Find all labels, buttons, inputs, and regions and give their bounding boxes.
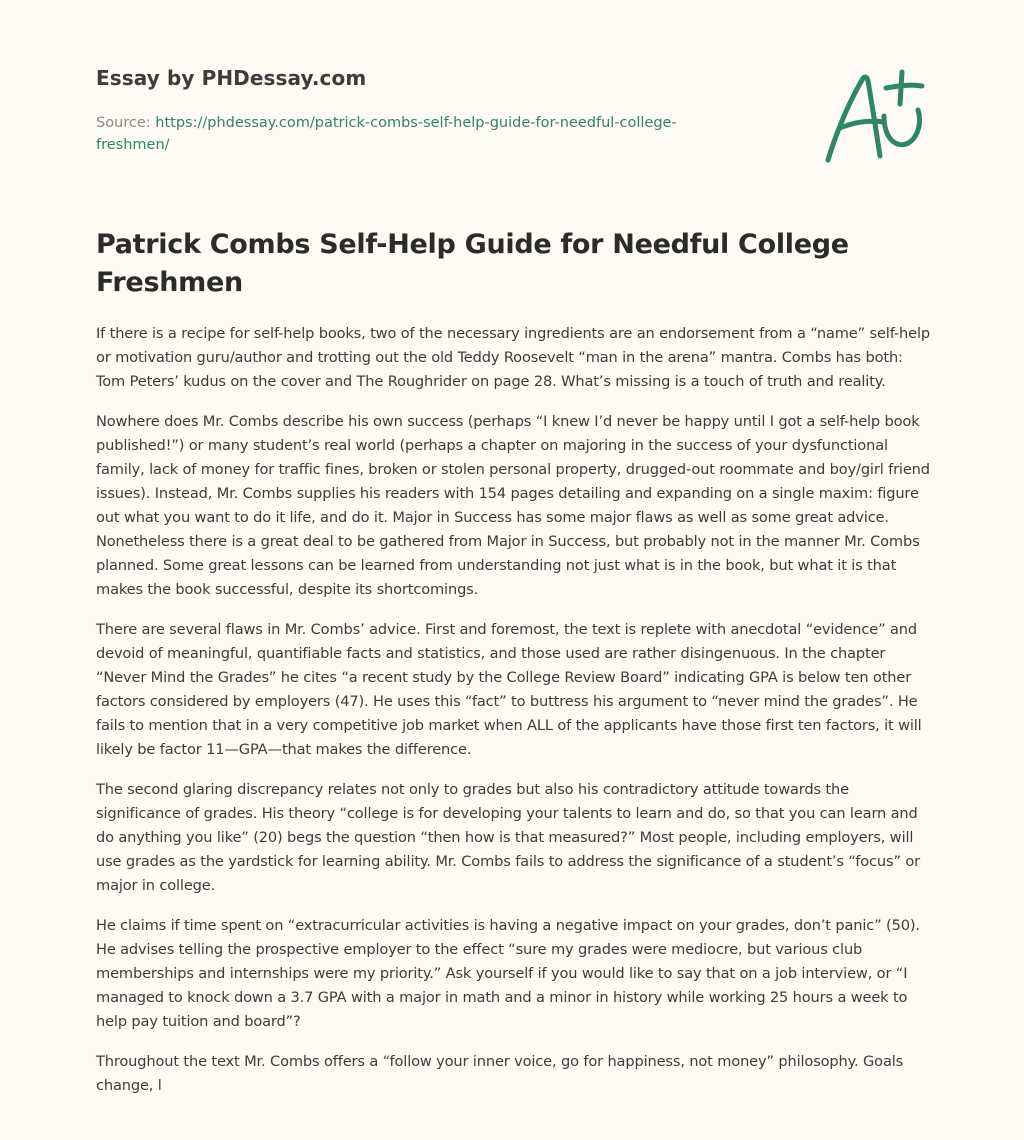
site-title: Essay by PHDessay.com bbox=[96, 66, 367, 90]
essay-paragraph: Throughout the text Mr. Combs offers a “follow your inner voice, go for happiness, not money” philosophy. Goals change, l bbox=[96, 1053, 904, 1094]
essay-paragraph: The second glaring discrepancy relates not only to grades but also his contradictory attitude towards the significance of grades. His theory “college is for developing your talents to learn and do, so that you can learn and do anything you like” (20) begs the question “then how is that measured?” Most people, including employers, will use grades as the yardstick for learning ability. Mr. Combs fails to address the significance of a student’s “focus” or major in college. bbox=[96, 781, 920, 894]
essay-paragraph: If there is a recipe for self-help books, two of the necessary ingredients are an endorsement from a “name” self-help or motivation guru/author and trotting out the old Teddy Roosevelt “man in the arena” mantra. Combs has both: Tom Peters’ kudus on the cover and The Roughrider on page 28. What’s missing is a touch of truth and reality. bbox=[96, 325, 930, 390]
page-header bbox=[96, 66, 796, 156]
source-link[interactable]: https://phdessay.com/patrick-combs-self-help-guide-for-needful-college-freshmen/ bbox=[96, 115, 677, 153]
essay-paragraph: He claims if time spent on “extracurricular activities is having a negative impact on your grades, don’t panic” (50). He advises telling the prospective employer to the effect “sure my grades were mediocre, but various club memberships and internships were my priority.” Ask yourself if you would like to say that on a job interview, or “I managed to knock down a 3.7 GPA with a major in math and a minor in history while working 25 hours a week to help pay tuition and board”? bbox=[96, 917, 920, 1030]
essay-paragraph: There are several flaws in Mr. Combs’ advice. First and foremost, the text is replete with anecdotal “evidence” and devoid of meaningful, quantifiable facts and statistics, and those used are rather disingenuous. In the chapter “Never Mind the Grades” he cites “a recent study by the College Review Board” indicating GPA is below ten other factors considered by employers (47). He uses this “fact” to buttress his argument to “never mind the grades”. He fails to mention that in a very competitive job market when ALL of the applicants have those first ten factors, it will likely be factor 11—GPA—that makes the difference. bbox=[96, 621, 922, 758]
source-label: Source: bbox=[96, 115, 156, 131]
essay-body bbox=[96, 322, 930, 1114]
essay-title: Patrick Combs Self-Help Guide for Needful College Freshmen bbox=[96, 229, 849, 298]
a-plus-grade-icon bbox=[818, 64, 930, 168]
essay-paragraph: Nowhere does Mr. Combs describe his own success (perhaps “I knew I’d never be happy until I got a self-help book published!”) or many student’s real world (perhaps a chapter on majoring in the success of your dysfunctional family, lack of money for traffic fines, broken or stolen personal property, drugged-out roommate and boy/girl friend issues). Instead, Mr. Combs supplies his readers with 154 pages detailing and expanding on a single maxim: figure out what you want to do it life, and do it. Major in Success has some major flaws as well as some great advice. Nonetheless there is a great deal to be gathered from Major in Success, but probably not in the manner Mr. Combs planned. Some great lessons can be learned from understanding not just what is in the book, but what it is that makes the book successful, despite its shortcomings. bbox=[96, 413, 930, 598]
source-line bbox=[96, 112, 716, 156]
